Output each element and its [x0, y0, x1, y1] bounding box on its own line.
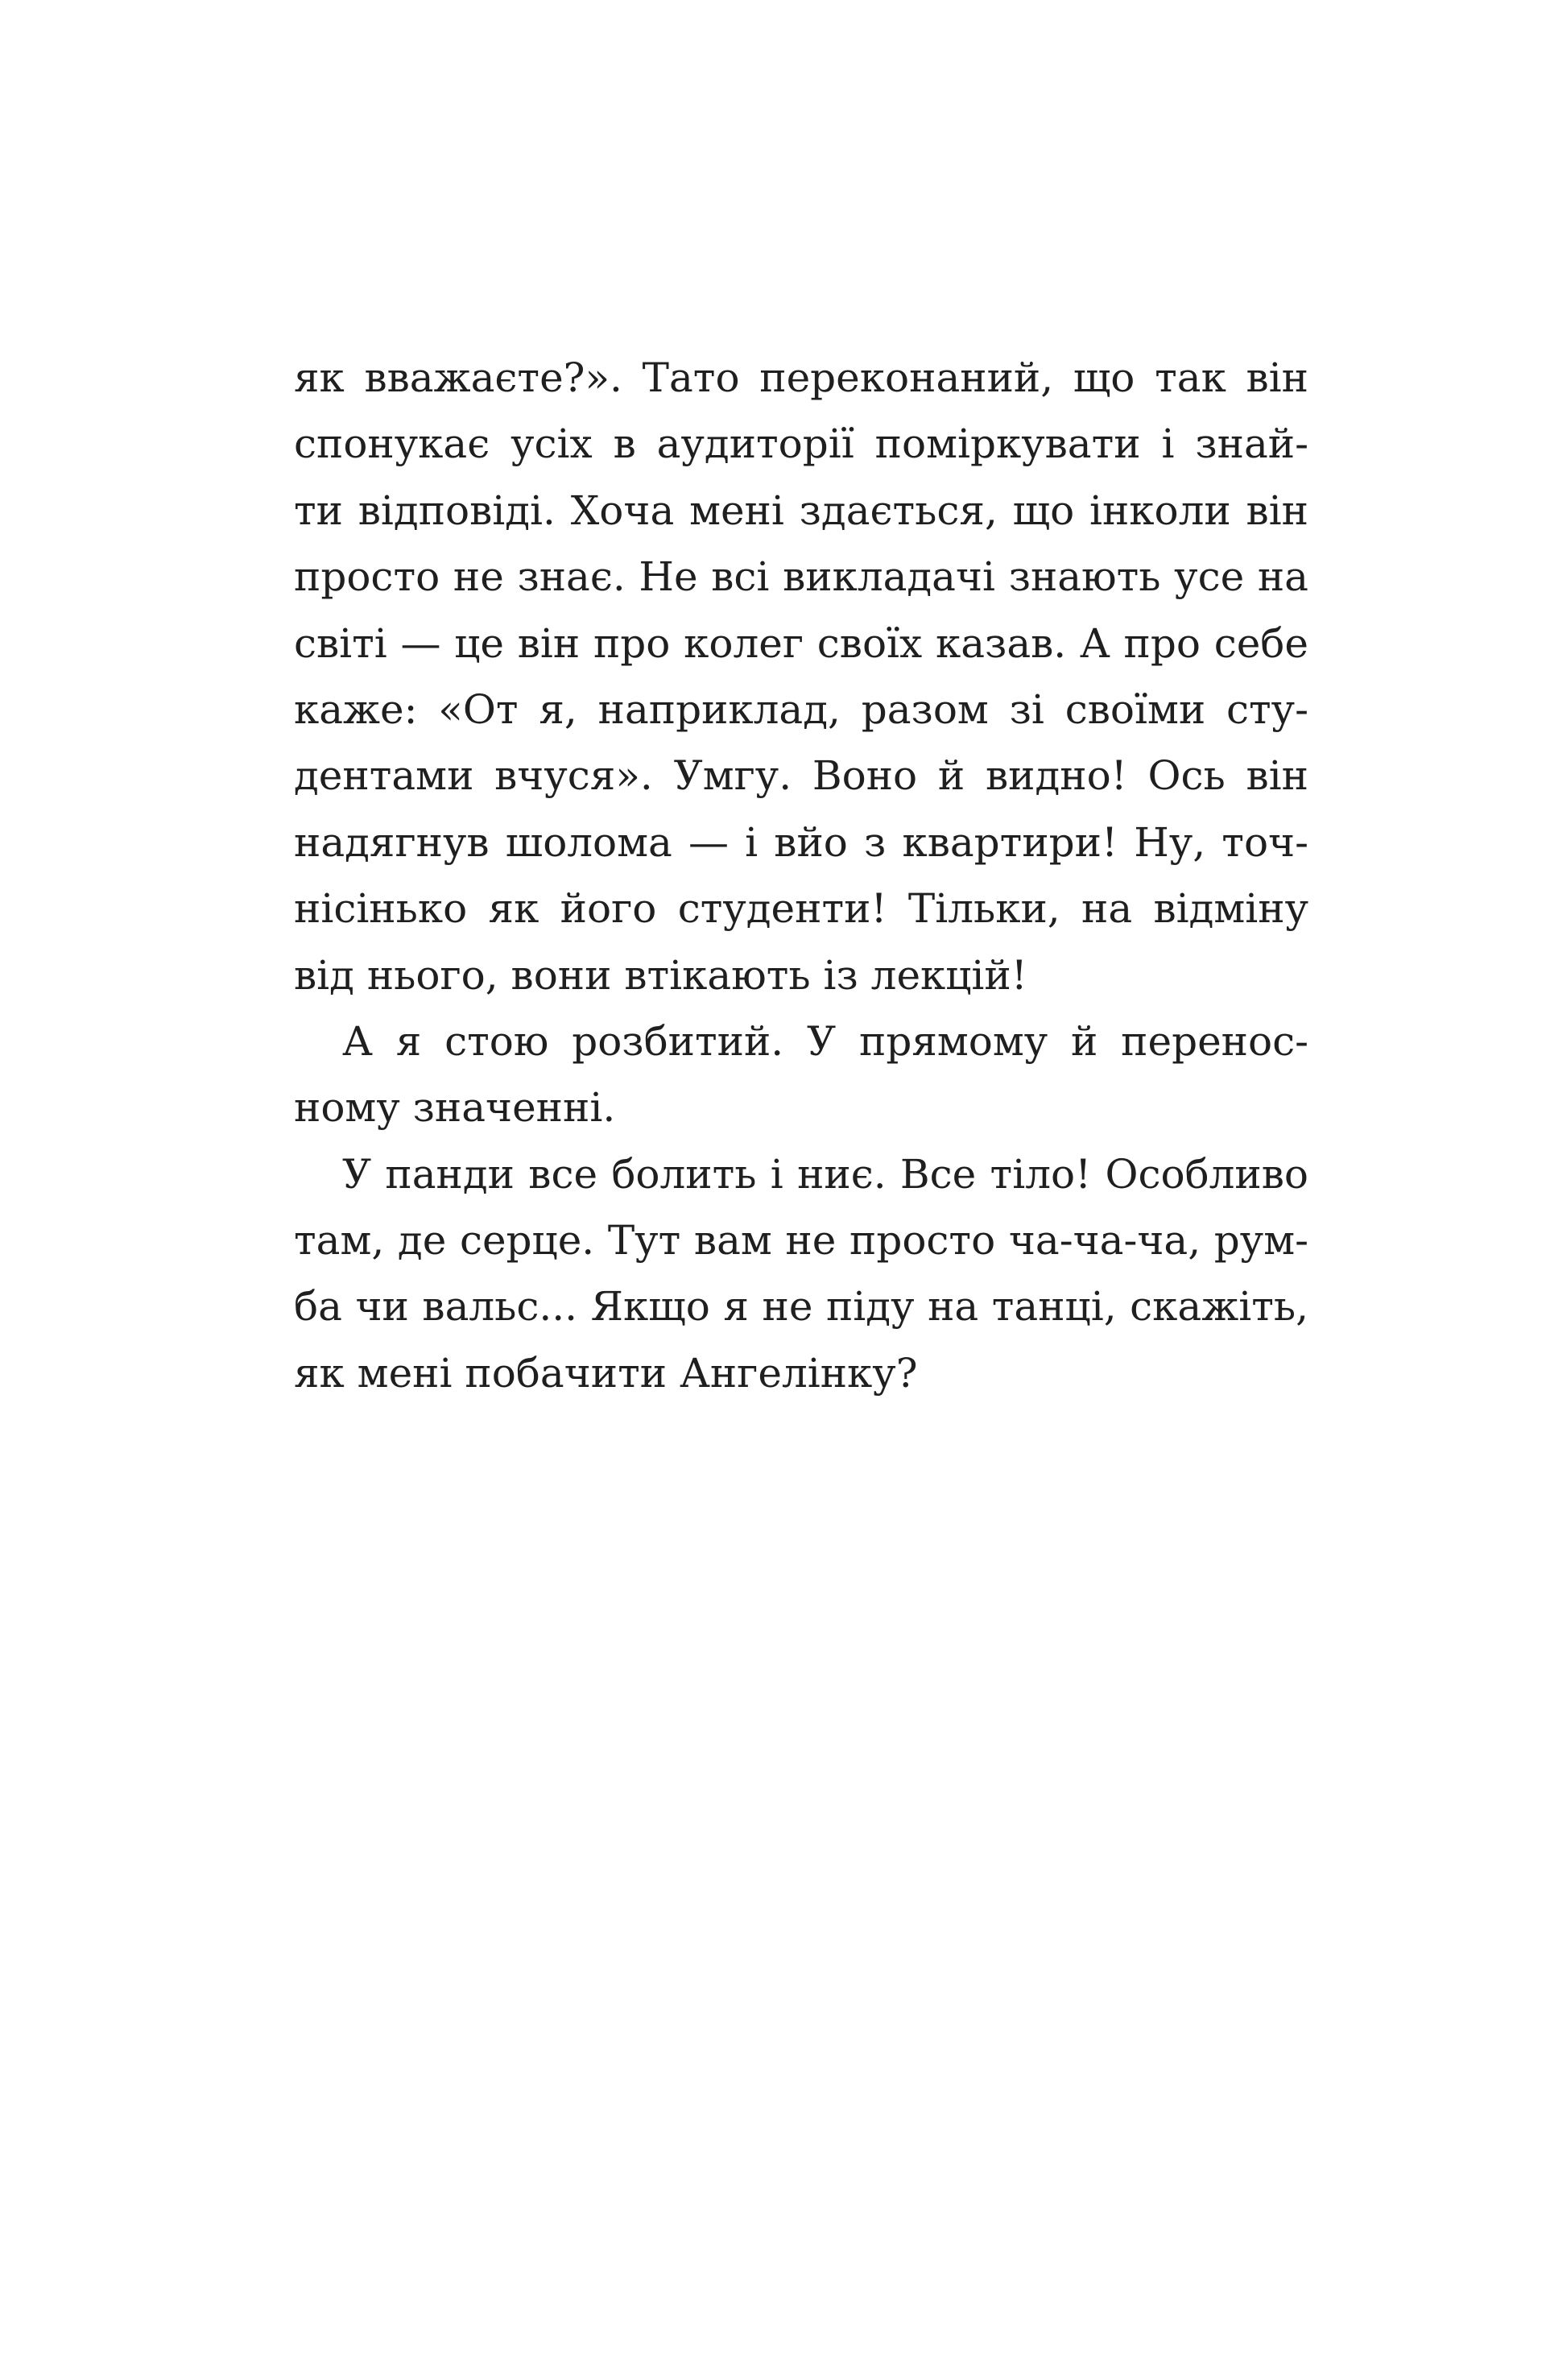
text-line: від нього, вони втікають із лекцій!: [294, 951, 1027, 999]
text-line: там, де серце. Тут вам не просто ча-ча-ча, рум-: [294, 1217, 1308, 1265]
text-line: А я стою розбитий. У прямому й перенос-: [342, 1017, 1308, 1065]
text-line: дентами вчуся». Умгу. Воно й видно! Ось він: [294, 752, 1308, 800]
text-line: світі — це він про колег своїх казав. А про себе: [294, 619, 1308, 667]
text-line: спонукає усіх в аудиторії поміркувати і знай-: [294, 420, 1308, 468]
text-line: як вважаєте?». Тато переконаний, що так він: [294, 354, 1308, 401]
text-line: як мені побачити Ангелінку?: [294, 1349, 918, 1397]
text-line: каже: «От я, наприклад, разом зі своїми сту-: [294, 685, 1308, 733]
text-line: надягнув шолома — і вйо з квартири! Ну, точ-: [294, 818, 1308, 866]
text-line: ба чи вальс... Якщо я не піду на танці, скажіть,: [294, 1283, 1308, 1331]
body-text: [294, 345, 1308, 1406]
text-line: ному значенні.: [294, 1084, 616, 1132]
text-line: У панди все болить і ниє. Все тіло! Особливо: [342, 1150, 1308, 1198]
text-line: ти відповіді. Хоча мені здається, що інколи він: [294, 486, 1308, 534]
text-line: просто не знає. Не всі викладачі знають усе на: [294, 553, 1308, 601]
text-line: нісінько як його студенти! Тільки, на відміну: [294, 885, 1308, 933]
